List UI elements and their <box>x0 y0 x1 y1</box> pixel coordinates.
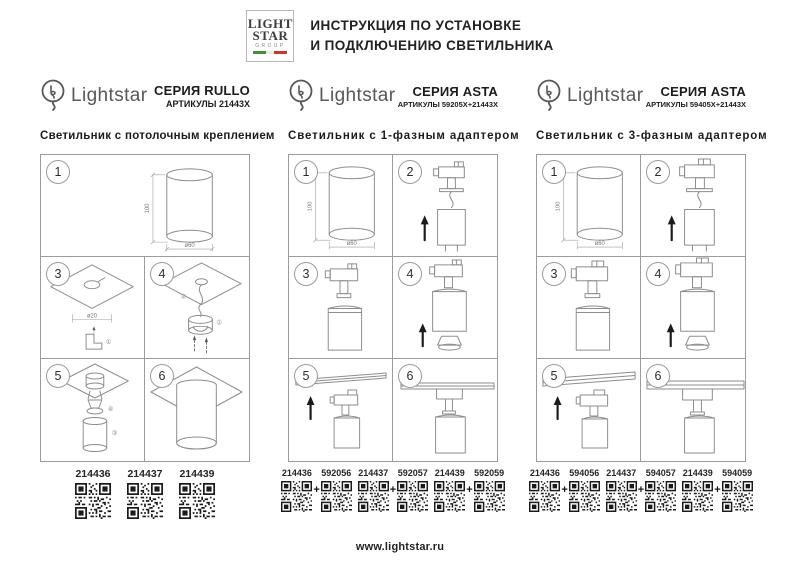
qr-code <box>529 481 560 512</box>
column-subtitle: Светильник с потолочным креплением <box>40 130 275 142</box>
article-code: 214436 <box>529 468 560 478</box>
qr-code <box>321 481 352 512</box>
step-number: 1 <box>46 160 70 184</box>
article-item <box>645 468 676 512</box>
article-code: 214439 <box>434 468 465 478</box>
article-code: 594056 <box>569 468 600 478</box>
step-number: 1 <box>294 160 318 184</box>
article-item <box>529 468 560 512</box>
article-row <box>527 468 755 512</box>
step-cell-4 <box>145 257 249 359</box>
step-cell-6 <box>641 359 745 461</box>
brand-wordmark: Lightstar <box>567 85 644 106</box>
article-pair <box>281 468 351 512</box>
article-row <box>279 468 507 512</box>
qr-code <box>179 483 215 519</box>
lightstar-logo-icon <box>288 79 314 113</box>
article-item <box>179 468 215 519</box>
callout-label: ③ <box>111 429 118 438</box>
step-cell-3 <box>289 257 393 359</box>
step-cell-6 <box>145 359 249 461</box>
dim-diameter-label: ø60 <box>184 243 195 250</box>
article-item <box>75 468 111 519</box>
series-block <box>398 84 498 109</box>
article-item <box>281 468 312 512</box>
article-item <box>127 468 163 519</box>
series-title: СЕРИЯ RULLO <box>154 83 250 98</box>
callout-label: ② <box>180 293 187 301</box>
step-number: 6 <box>398 364 422 388</box>
step-number: 3 <box>46 262 70 286</box>
diagram-fixture-dimensions <box>41 155 249 256</box>
series-block <box>646 84 746 109</box>
step-number: 2 <box>398 160 422 184</box>
qr-code <box>434 481 465 512</box>
plus-sign: + <box>637 484 645 496</box>
article-pair <box>358 468 428 512</box>
logo-flag-stripe <box>253 51 287 54</box>
step-number: 4 <box>646 262 670 286</box>
qr-code <box>127 483 163 519</box>
article-pair <box>682 468 752 512</box>
dim-diameter-label: ø60 <box>346 241 357 248</box>
step-cell-2 <box>641 155 745 257</box>
lightstar-logo-icon <box>40 79 66 113</box>
callout-label: ① <box>216 319 223 327</box>
article-code: 592057 <box>397 468 428 478</box>
article-code: 592059 <box>474 468 505 478</box>
callout-label: ④ <box>107 405 114 414</box>
qr-code <box>75 483 111 519</box>
step-cell-6 <box>393 359 497 461</box>
article-item <box>606 468 637 512</box>
site-url: www.lightstar.ru <box>355 541 445 553</box>
logo-text: LIGHT STAR <box>247 16 293 43</box>
callout-label: ① <box>105 339 112 347</box>
step-number: 1 <box>542 160 566 184</box>
dim-hole-label: ø20 <box>86 313 98 320</box>
qr-code <box>606 481 637 512</box>
article-item <box>722 468 753 512</box>
series-title: СЕРИЯ ASTA <box>412 83 498 99</box>
step-cell-3 <box>537 257 641 359</box>
article-pair <box>606 468 676 512</box>
plus-sign: + <box>313 484 320 496</box>
qr-code <box>569 481 600 512</box>
dim-height-label: 100 <box>307 201 314 212</box>
article-item <box>358 468 389 512</box>
article-item <box>682 468 713 512</box>
qr-code <box>474 481 505 512</box>
article-item <box>321 468 352 512</box>
article-code: 214439 <box>682 468 713 478</box>
article-code: 594057 <box>645 468 676 478</box>
brand-row <box>288 76 498 116</box>
step-cell-5 <box>289 359 393 461</box>
article-item <box>397 468 428 512</box>
column-asta-1phase <box>281 76 520 519</box>
article-item <box>474 468 505 512</box>
header <box>0 10 800 62</box>
qr-code <box>397 481 428 512</box>
brand-row <box>536 76 746 116</box>
step-cell-1 <box>289 155 393 257</box>
step-cell-2 <box>393 155 497 257</box>
step-cell-3 <box>41 257 145 359</box>
step-number: 3 <box>294 262 318 286</box>
article-pair <box>434 468 504 512</box>
columns <box>40 76 768 519</box>
step-number: 5 <box>46 364 70 388</box>
plus-sign: + <box>466 484 473 496</box>
logo-group-text: GROUP <box>255 42 286 49</box>
plus-sign: + <box>561 484 568 496</box>
qr-code <box>722 481 753 512</box>
column-rullo <box>40 76 275 519</box>
article-item <box>434 468 465 512</box>
step-cell-5 <box>537 359 641 461</box>
step-cell-1 <box>41 155 249 257</box>
step-number: 2 <box>646 160 670 184</box>
series-articles: АРТИКУЛЫ 21443X <box>166 99 250 109</box>
article-code: 214437 <box>358 468 389 478</box>
article-code: 214437 <box>127 468 163 480</box>
lightstar-logo-icon <box>536 79 562 113</box>
qr-code <box>281 481 312 512</box>
article-code: 594059 <box>722 468 753 478</box>
dim-diameter-label: ø60 <box>594 241 605 248</box>
step-cell-4 <box>393 257 497 359</box>
column-asta-3phase <box>529 76 768 519</box>
step-number: 6 <box>150 364 174 388</box>
article-code: 214436 <box>281 468 312 478</box>
qr-code <box>645 481 676 512</box>
step-number: 5 <box>542 364 566 388</box>
article-item <box>569 468 600 512</box>
step-number: 4 <box>398 262 422 286</box>
brand-wordmark: Lightstar <box>71 85 148 106</box>
step-number: 4 <box>150 262 174 286</box>
plus-sign: + <box>714 484 721 496</box>
series-articles: АРТИКУЛЫ 59205X+21443X <box>397 99 498 109</box>
article-row <box>40 468 250 519</box>
article-code: 214437 <box>606 468 637 478</box>
brand-row <box>40 76 250 116</box>
page-title: ИНСТРУКЦИЯ ПО УСТАНОВКЕ И ПОДКЛЮЧЕНИЮ СВЕТИЛЬНИКА <box>310 18 554 53</box>
series-block <box>154 83 250 109</box>
step-grid <box>536 154 746 462</box>
step-number: 6 <box>646 364 670 388</box>
step-cell-4 <box>641 257 745 359</box>
qr-code <box>682 481 713 512</box>
brand-wordmark: Lightstar <box>319 85 396 106</box>
dim-height-label: 100 <box>555 201 562 212</box>
article-code: 214436 <box>75 468 111 480</box>
article-code: 214439 <box>179 468 215 480</box>
step-number: 3 <box>542 262 566 286</box>
column-subtitle: Светильник с 3-фазным адаптером <box>536 130 768 142</box>
plus-sign: + <box>389 484 397 496</box>
step-cell-5 <box>41 359 145 461</box>
step-cell-1 <box>537 155 641 257</box>
step-grid <box>288 154 498 462</box>
article-code: 592056 <box>321 468 352 478</box>
lightstar-group-logo <box>246 10 294 62</box>
column-subtitle: Светильник с 1-фазным адаптером <box>288 130 520 142</box>
series-articles: АРТИКУЛЫ 59405X+21443X <box>645 99 746 109</box>
qr-code <box>358 481 389 512</box>
dim-height-label: 100 <box>144 203 151 214</box>
step-number: 5 <box>294 364 318 388</box>
article-pair <box>529 468 599 512</box>
series-title: СЕРИЯ ASTA <box>660 83 746 99</box>
step-grid <box>40 154 250 462</box>
